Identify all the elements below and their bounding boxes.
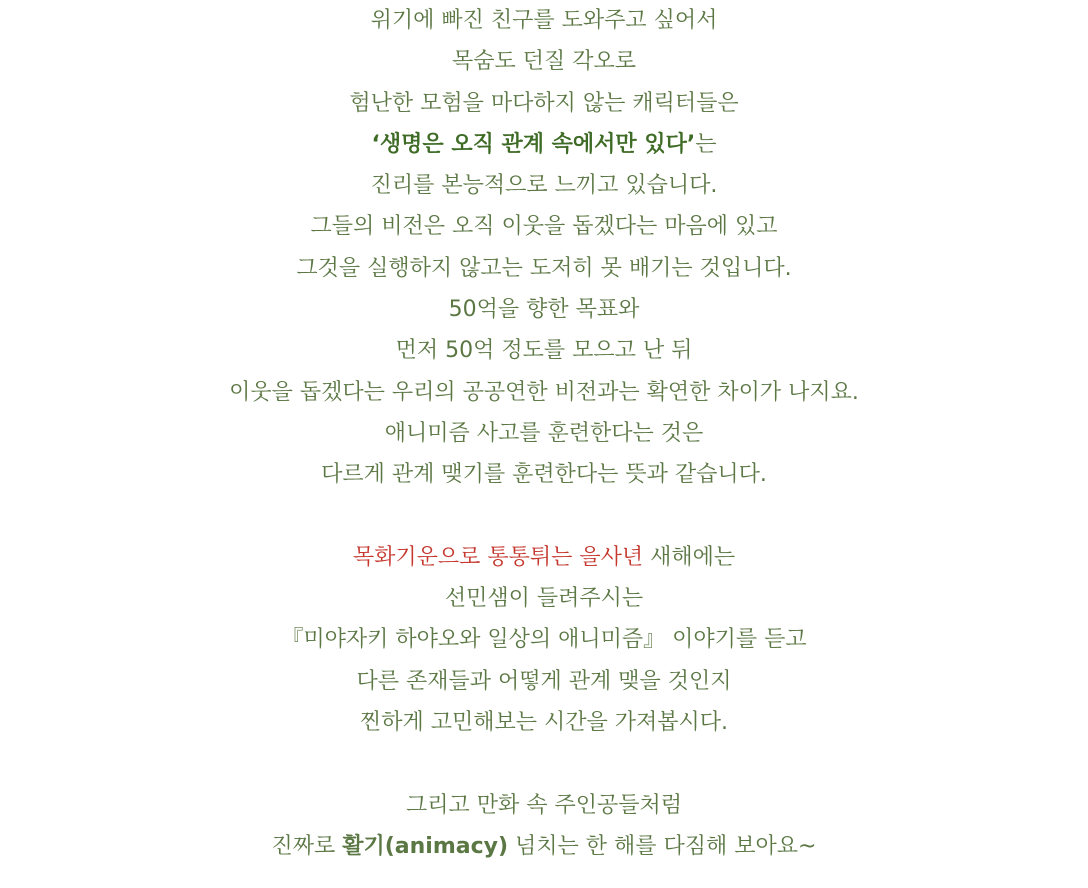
text-line: 애니미즘 사고를 훈련한다는 것은: [384, 420, 704, 446]
text-fragment: 는: [695, 131, 717, 157]
text-line: 50억을 향한 목표와: [448, 297, 640, 323]
text-line: 선민샘이 들려주시는: [444, 586, 644, 612]
text-line: 목숨도 던질 각오로: [451, 49, 636, 75]
highlight-red: 목화기운으로 통통튀는 을사년: [352, 544, 644, 570]
text-line: 위기에 빠진 친구를 도와주고 싶어서: [370, 8, 718, 33]
text-line: 진리를 본능적으로 느끼고 있습니다.: [370, 173, 718, 199]
text-line: 그리고 만화 속 주인공들처럼: [405, 792, 682, 818]
emphasis-animacy: 활기(animacy): [342, 833, 509, 859]
text-line: [0, 124, 1088, 165]
text-line: 먼저 50억 정도를 모으고 난 뒤: [395, 338, 693, 364]
text-fragment: 넘치는 한 해를 다짐해 보아요~: [508, 833, 817, 859]
text-line: 그것을 실행하지 않고는 도저히 못 배기는 것입니다.: [296, 255, 792, 281]
text-fragment: 새해에는: [643, 544, 736, 570]
text-line: 찐하게 고민해보는 시간을 가져봅시다.: [359, 710, 728, 736]
text-line: 그들의 비전은 오직 이웃을 돕겠다는 마음에 있고: [310, 214, 778, 240]
text-line: [0, 537, 1088, 578]
text-line: 험난한 모험을 마다하지 않는 캐릭터들은: [349, 90, 739, 116]
text-fragment: 진짜로: [271, 833, 343, 859]
emphasis-quote: ‘생명은 오직 관계 속에서만 있다’: [371, 131, 696, 157]
text-line: 『미야자키 하야오와 일상의 애니미즘』 이야기를 듣고: [281, 627, 807, 653]
text-line: 다르게 관계 맺기를 훈련한다는 뜻과 같습니다.: [321, 462, 767, 488]
paragraph-spacer: [0, 496, 1088, 537]
text-line: 이웃을 돕겠다는 우리의 공공연한 비전과는 확연한 차이가 나지요.: [229, 379, 859, 405]
paragraph-spacer: [0, 743, 1088, 784]
text-line: 다른 존재들과 어떻게 관계 맺을 것인지: [356, 668, 732, 694]
text-line: [0, 826, 1088, 867]
